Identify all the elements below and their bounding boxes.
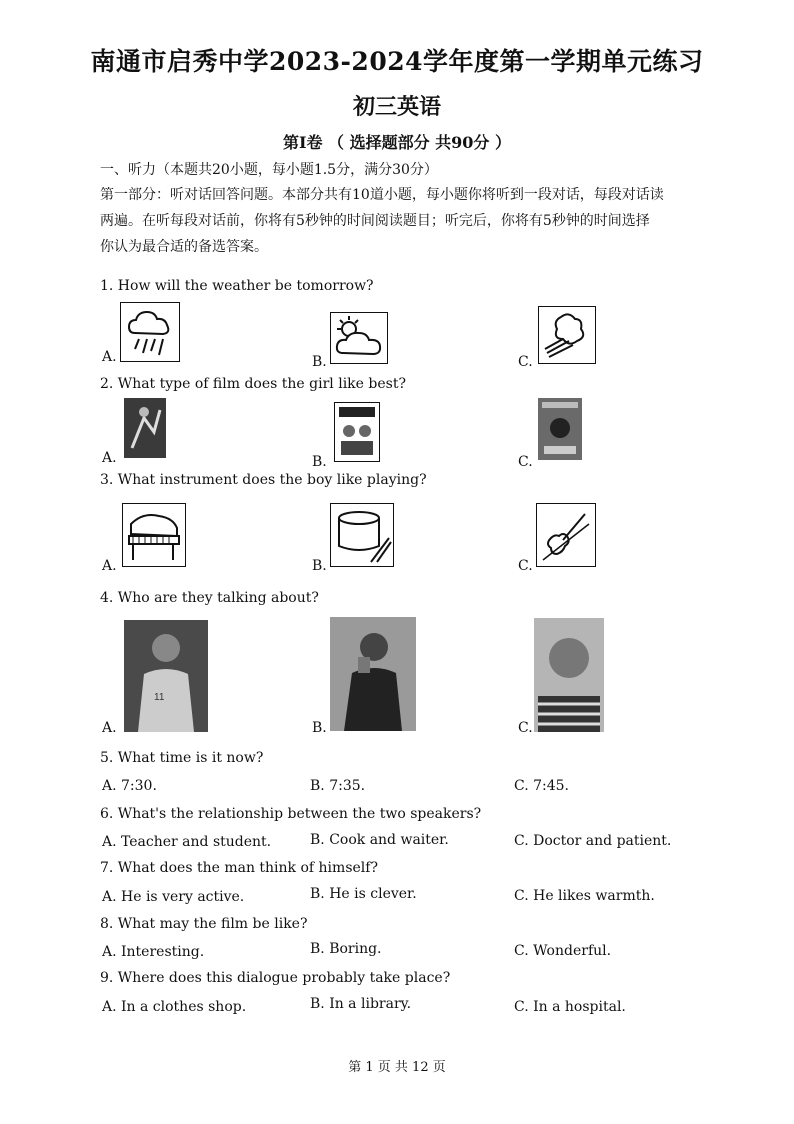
option-a: A. In a clothes shop. [102, 999, 247, 1015]
option-c: C. In a hospital. [514, 999, 626, 1015]
option-a: A. Interesting. [102, 944, 205, 960]
sun-cloud-icon [330, 312, 388, 364]
person-photo [534, 618, 604, 732]
option-label: B. [312, 720, 327, 736]
question-4: 4. Who are they talking about? [100, 590, 319, 606]
option-label: B. [312, 558, 327, 574]
film-poster-image [124, 398, 166, 458]
option-label: C. [518, 558, 533, 574]
person-photo [124, 620, 208, 732]
film-poster-image [334, 402, 380, 462]
drum-icon [330, 503, 394, 567]
question-5: 5. What time is it now? [100, 750, 264, 766]
subject-title: 初三英语 [352, 94, 441, 120]
violin-icon [536, 503, 596, 567]
option-c: C. He likes warmth. [514, 888, 655, 904]
part1-instructions [100, 182, 700, 260]
question-1: 1. How will the weather be tomorrow? [100, 278, 374, 294]
svg-text:11: 11 [154, 692, 165, 703]
rain-cloud-icon [120, 302, 180, 362]
section-heading: 第Ⅰ卷 （ 选择题部分 共90分 ） [282, 133, 512, 152]
question-3: 3. What instrument does the boy like playing? [100, 472, 427, 488]
question-9: 9. Where does this dialogue probably take place? [100, 970, 451, 986]
wind-icon [538, 306, 596, 364]
option-label: C. [518, 454, 533, 470]
exam-title: 南通市启秀中学2023-2024学年度第一学期单元练习 [90, 47, 704, 76]
piano-icon [122, 503, 186, 567]
option-a: A. He is very active. [102, 889, 245, 905]
option-label: A. [102, 349, 117, 365]
option-c: C. 7:45. [514, 778, 570, 794]
page-number: 第 1 页 共 12 页 [348, 1060, 446, 1075]
option-label: C. [518, 720, 533, 736]
option-label: B. [312, 454, 327, 470]
instruction-line: 你认为最合适的备选答案。 [100, 239, 268, 255]
person-photo [330, 617, 416, 731]
option-label: A. [102, 720, 117, 736]
option-c: C. Doctor and patient. [514, 833, 672, 849]
option-label: A. [102, 450, 117, 466]
option-b: B. He is clever. [310, 886, 417, 902]
film-poster-image [538, 398, 582, 460]
option-label: B. [312, 354, 327, 370]
option-a: A. Teacher and student. [102, 834, 272, 850]
option-b: B. 7:35. [310, 778, 366, 794]
option-b: B. Cook and waiter. [310, 832, 449, 848]
option-c: C. Wonderful. [514, 943, 612, 959]
option-a: A. 7:30. [102, 778, 157, 794]
instruction-line: 第一部分：听对话回答问题。本部分共有10道小题，每小题你将听到一段对话，每段对话读 [100, 187, 664, 203]
instruction-line: 两遍。在听每段对话前，你将有5秒钟的时间阅读题目；听完后，你将有5秒钟的时间选择 [100, 213, 650, 229]
option-b: B. In a library. [310, 996, 412, 1012]
option-label: A. [102, 558, 117, 574]
question-6: 6. What's the relationship between the two speakers? [100, 806, 482, 822]
listening-heading: 一、听力（本题共20小题，每小题1.5分，满分30分） [100, 162, 438, 178]
option-label: C. [518, 354, 533, 370]
option-b: B. Boring. [310, 941, 382, 957]
question-2: 2. What type of film does the girl like best? [100, 376, 406, 392]
question-8: 8. What may the film be like? [100, 916, 308, 932]
question-7: 7. What does the man think of himself? [100, 860, 378, 876]
